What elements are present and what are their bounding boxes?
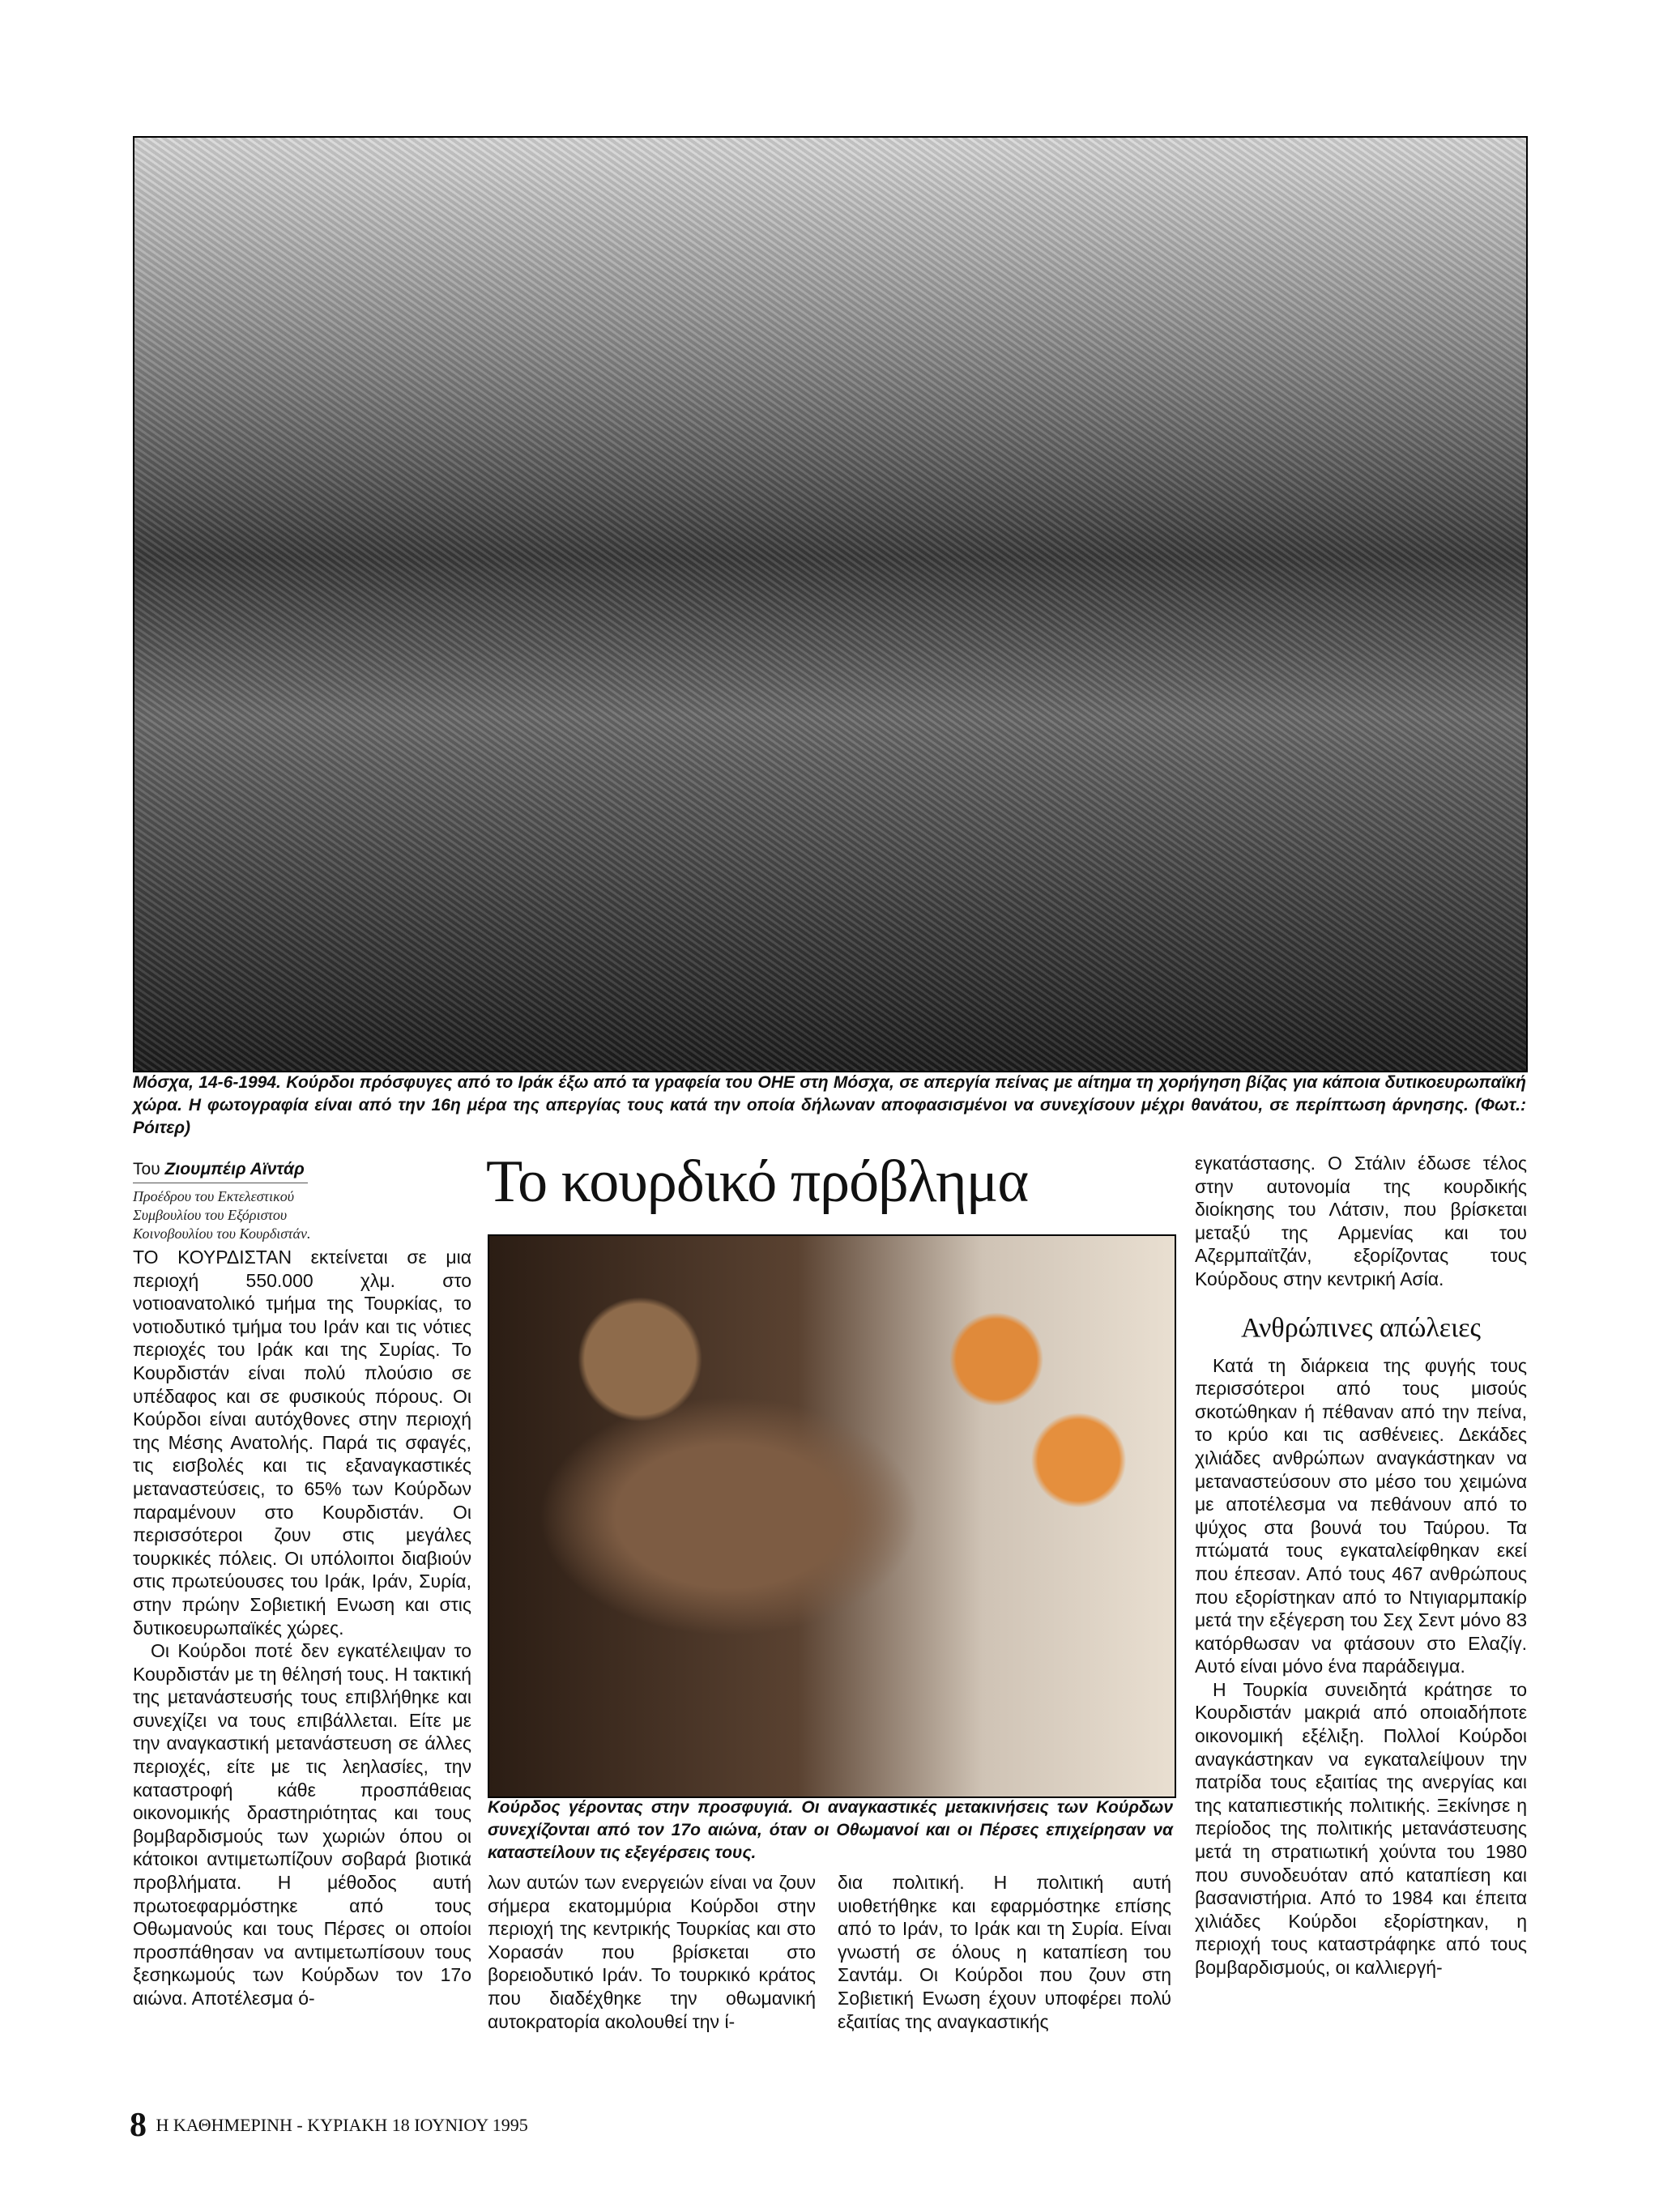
paragraph: Οι Κούρδοι ποτέ δεν εγκατέλειψαν το Κουρδιστάν με τη θέλησή τους. Η τακτική της μετανάστευσής τους επιβλήθηκε και συνεχίζει να τους επιβάλλεται. Είτε με την αναγκαστική μετανάστευση σε άλλες περιοχές, είτε με τις λεηλασίες, την καταστροφή κάθε προσπάθειας οικονομικής δραστηριότητας και τους βομβαρδισμούς των χωριών όπου οι κάτοικοι αντιμετωπίζουν σοβαρά βιοτικά προβλήματα. Η μέθοδος αυτή πρωτοεφαρμόστηκε από τους Οθωμανούς και τους Πέρσες οι οποίοι προσπάθησαν να αντιμετωπίσουν τους ξεσηκωμούς των Κούρδων τον 17ο αιώνα. Αποτέλεσμα ό-: [133, 1640, 471, 2009]
article-column-3: [838, 1871, 1171, 2033]
article-column-1: [133, 1246, 471, 2010]
top-photo: [133, 136, 1528, 1072]
inset-photo-caption: Κούρδος γέροντας στην προσφυγιά. Οι αναγκαστικές μετακινήσεις των Κούρδων συνεχίζονται από τον 17ο αιώνα, όταν οι Οθωμανοί και οι Πέρσες επιχείρησαν να καταστείλουν τις εξεγέρσεις τους.: [488, 1798, 1173, 1862]
headline: Το κουρδικό πρόβλημα: [486, 1149, 1029, 1215]
inset-photo: [488, 1234, 1176, 1798]
paragraph: λων αυτών των ενεργειών είναι να ζουν σήμερα εκατομμύρια Κούρδοι στην περιοχή της κεντρικής Τουρκίας και στο Χορασάν που βρίσκεται στο βορειοδυτικό Ιράν. Το τουρκικό κράτος που διαδέχθηκε την οθωμανική αυτοκρατορία ακολουθεί την ί-: [488, 1872, 816, 2032]
paragraph: εγκατάστασης. Ο Στάλιν έδωσε τέλος στην αυτονομία της κουρδικής διοίκησης του Λάτσιν, που βρίσκεται μεταξύ της Αρμενίας και του Αζερμπαϊτζάν, εξορίζοντας τους Κούρδους στην κεντρική Ασία.: [1195, 1153, 1527, 1289]
subheading: Ανθρώπινες απώλειες: [1241, 1312, 1481, 1343]
page-number: 8: [130, 2107, 147, 2144]
author-role: Προέδρου του Εκτελεστικού Συμβουλίου του Εξόριστου Κοινοβουλίου του Κουρδιστάν.: [133, 1188, 311, 1242]
byline-prefix: Του: [133, 1160, 160, 1178]
article-column-4: [1195, 1152, 1527, 1980]
paragraph: δια πολιτική. Η πολιτική αυτή υιοθετήθηκε και εφαρμόστηκε επίσης από το Ιράν, το Ιράκ και τη Συρία. Είναι γνωστή σε όλους η καταπίεση του Σαντάμ. Οι Κούρδοι που ζουν στη Σοβιετική Ενωση έχουν υποφέρει πολύ εξαιτίας της αναγκαστικής: [838, 1872, 1171, 2032]
page-footer: [130, 2106, 697, 2145]
byline: [133, 1160, 308, 1179]
article-column-2: [488, 1871, 816, 2033]
author-name: Ζιουμπέιρ Αϊντάρ: [164, 1160, 305, 1178]
top-photo-caption: Μόσχα, 14-6-1994. Κούρδοι πρόσφυγες από το Ιράκ έξω από τα γραφεία του ΟΗΕ στη Μόσχα, σε απεργία πείνας με αίτημα τη χορήγηση βίζας για κάποια δυτικοευρωπαϊκή χώρα. Η φωτογραφία είναι από την 16η μέρα της απεργίας τους κατά την οποία δήλωναν αποφασισμένοι να συνεχίσουν μέχρι θανάτου, σε περίπτωση άρνησης. (Φωτ.: Ρόιτερ): [133, 1073, 1526, 1137]
paragraph: ΤΟ ΚΟΥΡΔΙΣΤΑΝ εκτείνεται σε μια περιοχή 550.000 χλμ. στο νοτιοανατολικό τμήμα της Τουρκίας, το νοτιοδυτικό τμήμα του Ιράν και τις νότιες περιοχές του Ιράκ και της Συρίας. Το Κουρδιστάν είναι πολύ πλούσιο σε υπέδαφος και σε φυσικούς πόρους. Οι Κούρδοι είναι αυτόχθονες στην περιοχή της Μέσης Ανατολής. Παρά τις σφαγές, τις εισβολές και τις εξαναγκαστικές μεταναστεύσεις, το 65% των Κούρδων παραμένουν στο Κουρδιστάν. Οι περισσότεροι ζουν στις μεγάλες τουρκικές πόλεις. Οι υπόλοιποι διαβιούν στις πρωτεύουσες του Ιράκ, Ιράν, Συρία, στην πρώην Σοβιετική Ενωση και στις δυτικοευρωπαϊκές χώρες.: [133, 1247, 471, 1639]
masthead: Η ΚΑΘΗΜΕΡΙΝΗ - ΚΥΡΙΑΚΗ 18 ΙΟΥΝΙΟΥ 1995: [156, 2115, 528, 2135]
paragraph: Κατά τη διάρκεια της φυγής τους περισσότεροι από τους μισούς σκοτώθηκαν ή πέθαναν από την πείνα, το κρύο και τις ασθένειες. Δεκάδες χιλιάδες ανθρώπων αναγκάστηκαν να μεταναστεύσουν στο μέσο του χειμώνα με αποτέλεσμα να πεθάνουν από το ψύχος στα βουνά του Ταύρου. Τα πτώματά τους εγκαταλείφθηκαν εκεί που έπεσαν. Από τους 467 ανθρώπους που εξορίστηκαν από το Ντιγιαρμπακίρ μετά την εξέγερση του Σεχ Σεντ μόνο 83 κατόρθωσαν να φτάσουν στο Ελαζίγ. Αυτό είναι μόνο ένα παράδειγμα.: [1195, 1354, 1527, 1677]
paragraph: Η Τουρκία συνειδητά κράτησε το Κουρδιστάν μακριά από οποιαδήποτε οικονομική εξέλιξη. Πολλοί Κούρδοι αναγκάστηκαν να εγκαταλείψουν την πατρίδα τους εξαιτίας της ανεργίας και της καταπιεστικής πολιτικής. Ξεκίνησε η περίοδος της πολιτικής μετανάστευσης μετά τη στρατιωτική χούντα του 1980 που συνοδευόταν από καταπίεση και βασανιστήρια. Από το 1984 και έπειτα χιλιάδες Κούρδοι εξορίστηκαν, η περιοχή τους καταστράφηκε από τους βομβαρδισμούς, οι καλλιεργή-: [1195, 1678, 1527, 1978]
